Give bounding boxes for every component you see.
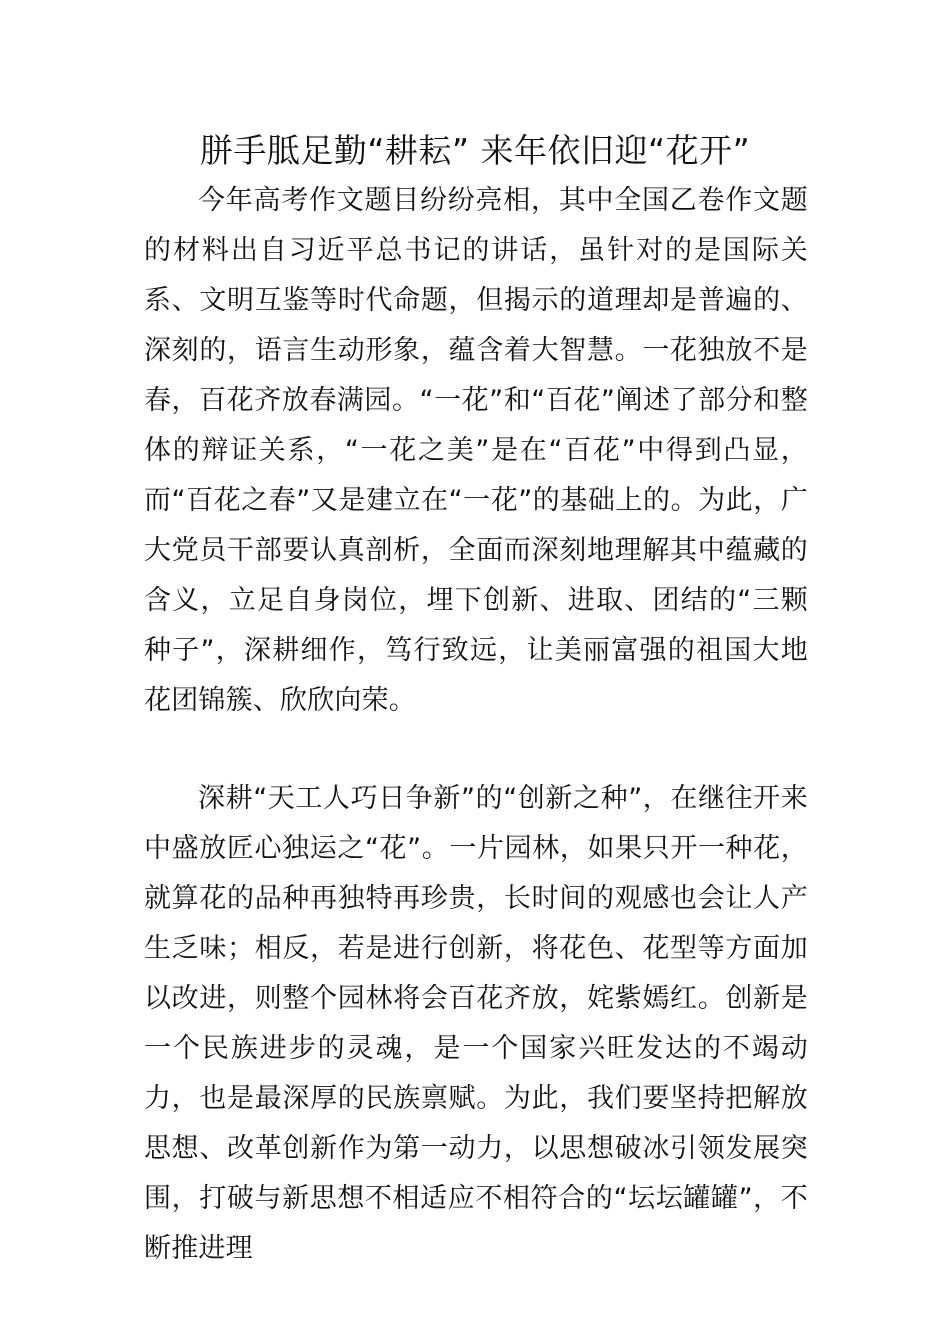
paragraph-innovation: 深耕“天工人巧日争新”的“创新之种”，在继往开来中盛放匠心独运之“花”。一片园林，如果只开一种花，就算花的品种再独特再珍贵，长时间的观感也会让人产生乏味；相反，若是进行创新，将花色、花型等方面加以改进，则整个园林将会百花齐放，姹紫嫣红。创新是一个民族进步的灵魂，是一个国家兴旺发达的不竭动力，也是最深厚的民族禀赋。为此，我们要坚持把解放思想、改革创新作为第一动力，以思想破冰引领发展突围，打破与新思想不相适应不相符合的“坛坛罐罐”，不断推进理 <box>144 783 808 1264</box>
document-title: 胼手胝足勤“耕耘” 来年依旧迎“花开” <box>199 131 751 170</box>
paragraph-intro: 今年高考作文题目纷纷亮相，其中全国乙卷作文题的材料出自习近平总书记的讲话，虽针对的是国际关系、文明互鉴等时代命题，但揭示的道理却是普遍的、深刻的，语言生动形象，蕴含着大智慧。一花独放不是春，百花齐放春满园。“一花”和“百花”阐述了部分和整体的辩证关系，“一花之美”是在“百花”中得到凸显，而“百花之春”又是建立在“一花”的基础上的。为此，广大党员干部要认真剖析，全面而深刻地理解其中蕴藏的含义，立足自身岗位，埋下创新、进取、团结的“三颗种子”，深耕细作，笃行致远，让美丽富强的祖国大地花团锦簇、欣欣向荣。 <box>144 185 808 716</box>
